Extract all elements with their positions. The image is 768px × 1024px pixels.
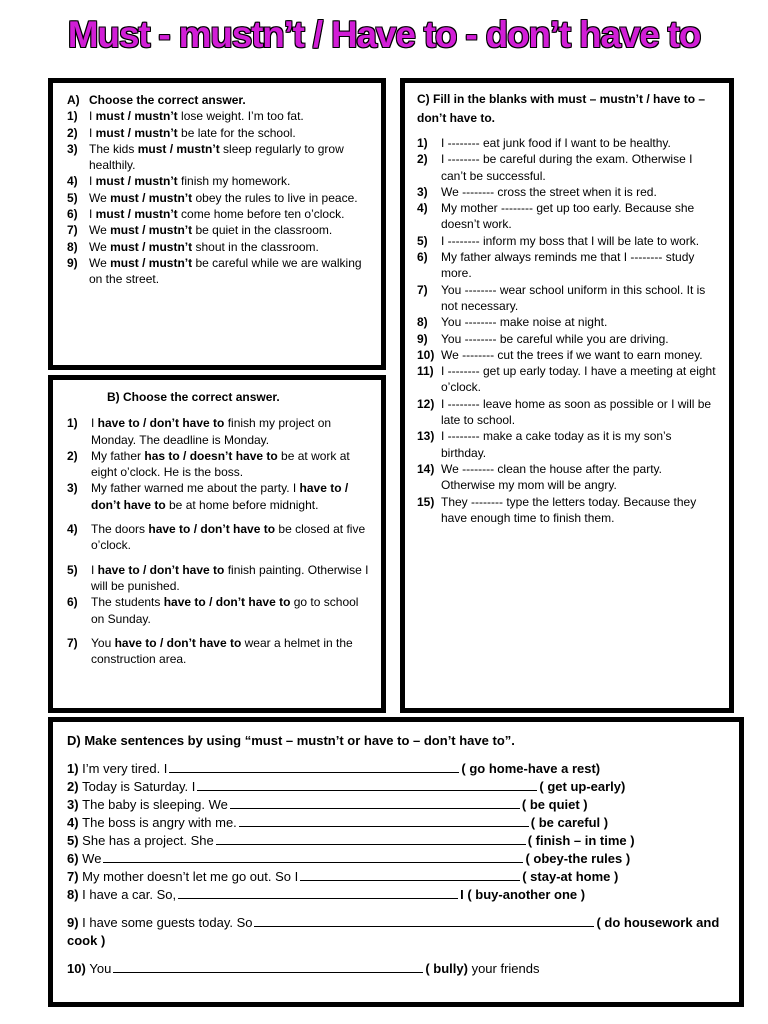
item-pre: The doors	[91, 522, 149, 537]
section-d-item	[67, 796, 729, 814]
section-a-item	[67, 125, 373, 141]
item-pre: Today is Saturday. I	[82, 779, 196, 794]
item-hint: ( bully)	[425, 961, 468, 976]
item-number: 1)	[417, 136, 428, 150]
item-text: We -------- cross the street when it is red.	[441, 184, 657, 199]
item-options: have to / don’t have to	[97, 416, 225, 431]
item-options: must / mustn’t	[110, 190, 193, 205]
item-options: have to / don’t have to	[148, 522, 276, 537]
item-pre: I	[89, 125, 96, 140]
section-b-heading: B) Choose the correct answer.	[107, 390, 280, 404]
item-options: have to / don’t have to	[97, 562, 225, 577]
item-pre: My father	[91, 448, 145, 463]
item-text	[89, 222, 373, 238]
item-text	[89, 125, 373, 141]
item-number: 4)	[417, 201, 428, 216]
item-number: 7)	[67, 635, 78, 650]
item-options: have to / don’t have to	[163, 595, 291, 610]
item-pre: We	[89, 255, 111, 270]
item-pre: I’m very tired. I	[82, 761, 168, 776]
item-number: 2)	[417, 152, 428, 167]
item-number: 9)	[67, 915, 83, 930]
item-number: 2)	[67, 125, 78, 140]
section-c-item	[417, 396, 719, 429]
section-c-item	[417, 135, 719, 151]
item-number: 12)	[417, 396, 435, 411]
item-number: 6)	[67, 207, 78, 222]
answer-blank	[300, 869, 520, 881]
item-text	[89, 190, 373, 206]
item-hint: ( stay-at home )	[522, 869, 619, 884]
item-number: 14)	[417, 461, 435, 476]
item-number: 1)	[67, 761, 83, 776]
item-pre: I	[91, 416, 98, 431]
item-number: 2)	[67, 448, 78, 463]
section-c-item	[417, 184, 719, 200]
section-d-item	[67, 960, 729, 978]
item-hint: ( get up-early)	[539, 779, 626, 794]
item-text	[89, 141, 373, 174]
item-options: must / mustn’t	[110, 239, 193, 254]
section-c-item	[417, 494, 719, 527]
item-options: must / mustn’t	[110, 223, 193, 238]
item-pre: You	[89, 961, 112, 976]
answer-blank	[216, 833, 526, 845]
item-text: We -------- clean the house after the party. Otherwise my mom will be angry.	[441, 461, 662, 493]
section-d-list	[67, 760, 729, 978]
section-b-list	[67, 415, 373, 667]
section-d-item	[67, 868, 729, 886]
item-hint: ( do housework and cook )	[67, 915, 720, 948]
item-pre: We	[89, 239, 111, 254]
section-c-list	[417, 135, 719, 526]
section-a-item	[67, 206, 373, 222]
item-post: shout in the classroom.	[192, 239, 319, 254]
item-text: You -------- be careful while you are driving.	[441, 331, 669, 346]
item-pre: The kids	[89, 141, 138, 156]
item-pre: The baby is sleeping. We	[82, 797, 228, 812]
item-text: I -------- inform my boss that I will be late to work.	[441, 233, 700, 248]
item-options: must / mustn’t	[95, 207, 178, 222]
item-pre: We	[89, 190, 111, 205]
section-a-item	[67, 108, 373, 124]
answer-blank	[178, 887, 458, 899]
item-pre: The students	[91, 595, 164, 610]
item-number: 2)	[67, 779, 83, 794]
answer-blank	[230, 797, 520, 809]
item-number: 10)	[67, 961, 90, 976]
section-d-item	[67, 814, 729, 832]
item-text	[91, 480, 373, 513]
answer-blank	[239, 815, 529, 827]
item-text	[91, 635, 373, 668]
item-text: I -------- make a cake today as it is my son’s birthday.	[441, 429, 672, 460]
section-c-item	[417, 151, 719, 184]
item-number: 3)	[67, 481, 78, 496]
section-c-item	[417, 363, 719, 396]
item-number: 6)	[67, 595, 78, 610]
item-hint: I ( buy-another one )	[460, 887, 586, 902]
section-b-item	[67, 480, 373, 513]
item-hint: ( go home-have a rest)	[461, 761, 601, 776]
section-a-item	[67, 141, 373, 174]
item-number: 5)	[67, 190, 78, 205]
item-text: You -------- wear school uniform in this school. It is not necessary.	[441, 282, 706, 313]
answer-blank	[254, 915, 594, 927]
section-a-item	[67, 255, 373, 288]
item-post: your friends	[467, 961, 540, 976]
item-pre: I	[89, 109, 96, 124]
item-text: My mother -------- get up too early. Because she doesn’t work.	[441, 201, 695, 232]
item-text	[89, 239, 373, 255]
item-pre: I	[89, 207, 96, 222]
item-post: finish painting. Otherwise I will be punished.	[91, 562, 369, 593]
item-text: I -------- get up early today. I have a meeting at eight o’clock.	[441, 364, 716, 395]
section-b-box	[48, 375, 386, 713]
item-number: 4)	[67, 815, 83, 830]
item-number: 7)	[67, 869, 83, 884]
item-options: must / mustn’t	[95, 125, 178, 140]
item-options: has to / doesn’t have to	[144, 448, 278, 463]
section-d-item	[67, 886, 729, 904]
item-post: be closed at five o’clock.	[91, 522, 366, 553]
item-hint: ( be careful )	[530, 815, 609, 830]
item-number: 3)	[67, 797, 83, 812]
section-b-item	[67, 594, 373, 627]
item-text	[91, 448, 373, 481]
item-post: wear a helmet in the construction area.	[91, 635, 353, 667]
section-a-item	[67, 190, 373, 206]
item-pre: We	[89, 223, 111, 238]
item-pre: We	[82, 851, 102, 866]
item-pre: The boss is angry with me.	[82, 815, 237, 830]
item-number: 1)	[67, 416, 78, 431]
item-text: I -------- leave home as soon as possible or I will be late to school.	[441, 396, 712, 428]
item-number: 4)	[67, 522, 78, 537]
answer-blank	[113, 961, 423, 973]
item-post: be at home before midnight.	[165, 497, 319, 512]
item-number: 7)	[67, 223, 78, 238]
item-pre: My mother doesn’t let me go out. So I	[82, 869, 299, 884]
section-c-item	[417, 428, 719, 461]
item-text	[91, 415, 373, 448]
item-post: finish my project on Monday. The deadline is Monday.	[91, 416, 332, 447]
section-c-item	[417, 249, 719, 282]
section-c-item	[417, 233, 719, 249]
item-text: We -------- cut the trees if we want to earn money.	[441, 347, 703, 362]
item-text	[91, 594, 373, 627]
item-text	[89, 206, 373, 222]
item-number: 8)	[417, 315, 428, 330]
item-number: 11)	[417, 364, 434, 379]
item-pre: I	[91, 562, 98, 577]
item-number: 8)	[67, 239, 78, 254]
item-text	[89, 173, 373, 189]
item-text: I -------- eat junk food if I want to be healthy.	[441, 136, 671, 150]
item-hint: ( be quiet )	[521, 797, 588, 812]
item-text	[91, 562, 373, 595]
item-text: They -------- type the letters today. Because they have enough time to finish them.	[441, 494, 697, 525]
item-hint: ( finish – in time )	[527, 833, 635, 848]
section-c-heading: C) Fill in the blanks with must – mustn’t / have to – don’t have to.	[417, 92, 706, 125]
item-number: 13)	[417, 429, 435, 444]
answer-blank	[169, 761, 459, 773]
section-c-item	[417, 314, 719, 330]
item-post: go to school on Sunday.	[91, 595, 359, 626]
item-pre: My father warned me about the party. I	[91, 481, 300, 496]
section-b-item	[67, 635, 373, 668]
section-b-item	[67, 562, 373, 595]
section-c-item	[417, 461, 719, 494]
section-a-box	[48, 78, 386, 370]
item-text: I -------- be careful during the exam. Otherwise I can’t be successful.	[441, 152, 693, 183]
item-text	[89, 255, 373, 288]
item-number: 9)	[417, 331, 428, 346]
item-text	[89, 108, 373, 124]
item-number: 6)	[417, 250, 428, 265]
item-number: 8)	[67, 887, 83, 902]
section-d-item	[67, 832, 729, 850]
answer-blank	[103, 851, 523, 863]
section-b-item	[67, 521, 373, 554]
item-pre: I	[89, 174, 96, 189]
item-number: 5)	[67, 562, 78, 577]
item-number: 10)	[417, 347, 435, 362]
item-post: be late for the school.	[177, 125, 296, 140]
item-options: have to / don’t have to	[114, 635, 242, 650]
item-number: 4)	[67, 174, 78, 189]
item-post: be at work at eight o’clock. He is the boss.	[91, 448, 350, 480]
section-b-item	[67, 448, 373, 481]
item-post: sleep regularly to grow healthily.	[89, 141, 344, 173]
item-pre: I have a car. So,	[82, 887, 177, 902]
section-d-item	[67, 914, 729, 950]
item-number: 3)	[67, 141, 78, 156]
item-options: have to / don’t have to	[91, 481, 349, 512]
item-text	[91, 521, 373, 554]
item-post: be careful while we are walking on the street.	[89, 255, 362, 287]
item-pre: She has a project. She	[82, 833, 214, 848]
item-options: must / mustn’t	[95, 109, 178, 124]
item-post: finish my homework.	[177, 174, 291, 189]
section-d-box	[48, 717, 744, 1007]
section-c-item	[417, 331, 719, 347]
item-number: 5)	[417, 233, 428, 248]
item-post: come home before ten o’clock.	[177, 207, 345, 222]
section-d-heading: D) Make sentences by using “must – mustn’t or have to – don’t have to”.	[67, 733, 515, 748]
section-c-item	[417, 347, 719, 363]
section-b-item	[67, 415, 373, 448]
item-pre: You	[91, 635, 115, 650]
section-c-item	[417, 200, 719, 233]
section-a-item	[67, 173, 373, 189]
item-number: 9)	[67, 255, 78, 270]
item-post: obey the rules to live in peace.	[192, 190, 358, 205]
item-number: 5)	[67, 833, 83, 848]
section-d-item	[67, 850, 729, 868]
item-number: 6)	[67, 851, 83, 866]
item-number: 15)	[417, 494, 435, 509]
section-c-box	[400, 78, 734, 713]
item-number: 3)	[417, 184, 428, 199]
item-pre: I have some guests today. So	[82, 915, 253, 930]
item-post: lose weight. I’m too fat.	[177, 109, 304, 124]
item-text: My father always reminds me that I -------- study more.	[441, 250, 695, 281]
section-a-item	[67, 222, 373, 238]
section-a-item	[67, 239, 373, 255]
item-options: must / mustn’t	[110, 255, 193, 270]
item-hint: ( obey-the rules )	[525, 851, 631, 866]
section-a-heading: A) Choose the correct answer.	[67, 93, 246, 107]
section-c-item	[417, 282, 719, 315]
item-post: be quiet in the classroom.	[192, 223, 333, 238]
item-text: You -------- make noise at night.	[441, 315, 608, 330]
section-d-item	[67, 778, 729, 796]
item-options: must / mustn’t	[137, 141, 220, 156]
section-d-item	[67, 760, 729, 778]
section-a-list	[67, 108, 373, 287]
answer-blank	[197, 779, 537, 791]
item-number: 1)	[67, 109, 78, 124]
item-number: 7)	[417, 282, 428, 297]
item-options: must / mustn’t	[95, 174, 178, 189]
page-title: Must - mustn’t / Have to - don’t have to	[67, 14, 701, 55]
